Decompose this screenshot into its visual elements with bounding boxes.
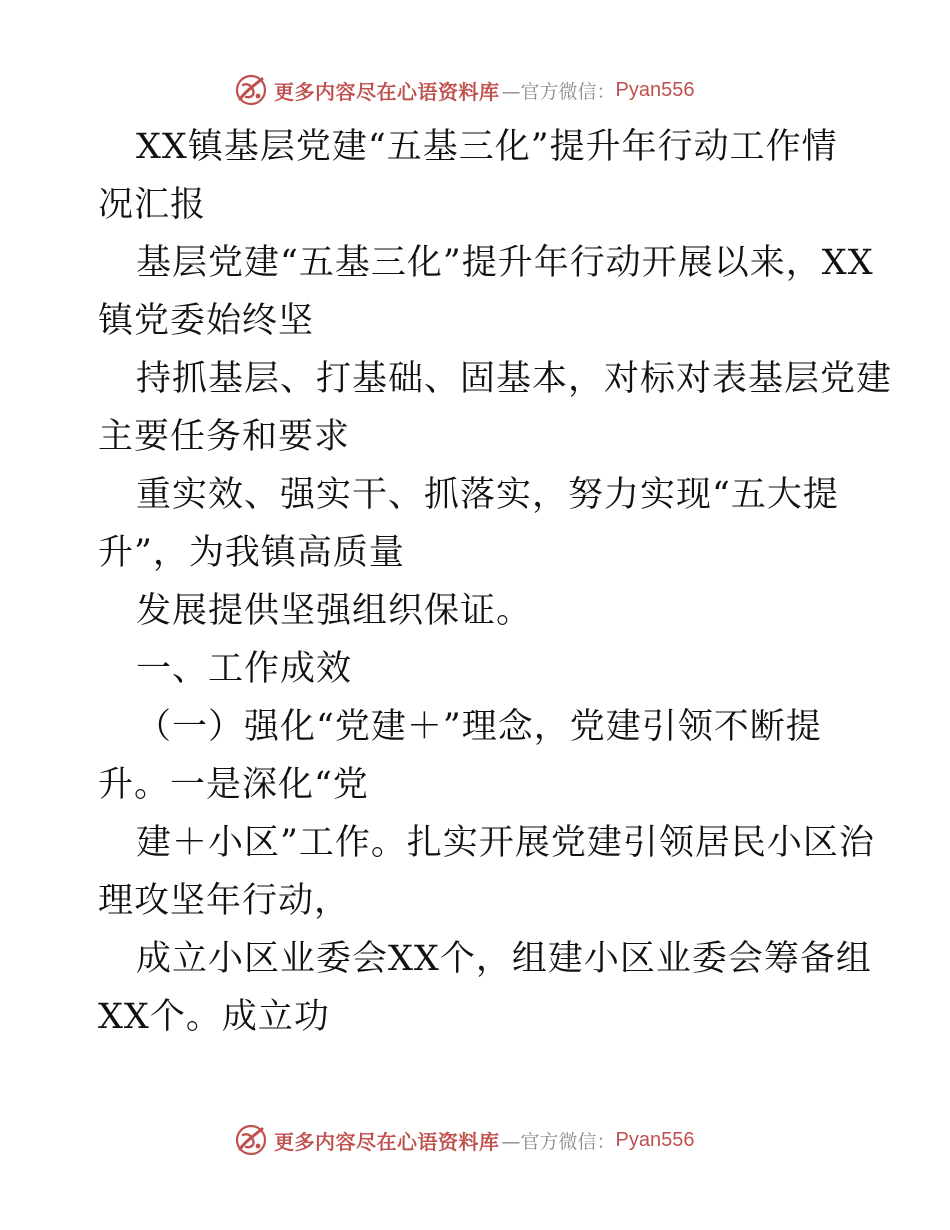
text-line: 况汇报: [98, 185, 207, 225]
watermark-text: 更多内容尽在心语资料库: [274, 79, 500, 104]
text-line: 重实效、强实干、抓落实，努力实现“五大提: [136, 475, 839, 515]
watermark-separator: —官方微信：: [501, 80, 616, 103]
text-line: 升。一是深化“党: [98, 765, 369, 805]
text-line: 理攻坚年行动，: [98, 881, 351, 921]
footer-watermark: [234, 1122, 694, 1158]
brush-logo-icon: [234, 73, 268, 107]
text-line: 基层党建“五基三化”提升年行动开展以来，XX: [136, 243, 874, 283]
text-line: 持抓基层、打基础、固基本，对标对表基层党建: [136, 359, 893, 399]
text-line: 镇党委始终坚: [98, 301, 315, 341]
text-line: 成立小区业委会XX个，组建小区业委会筹备组: [136, 939, 872, 979]
text-line: XX个。成立功: [98, 997, 330, 1037]
document-body: [98, 118, 893, 1046]
watermark-account: Pyan556: [615, 1128, 695, 1151]
text-line: 建＋小区”工作。扎实开展党建引领居民小区治: [136, 823, 875, 863]
header-watermark: [234, 72, 694, 108]
text-line: 主要任务和要求: [98, 417, 351, 457]
text-line: （一）强化“党建＋”理念，党建引领不断提: [136, 707, 822, 747]
brush-logo-icon: [234, 1123, 268, 1157]
watermark-text: 更多内容尽在心语资料库: [274, 1129, 500, 1154]
text-line: 发展提供坚强组织保证。: [136, 591, 533, 631]
watermark-account: Pyan556: [615, 78, 695, 101]
text-line: 升”，为我镇高质量: [98, 533, 405, 573]
text-line: 一、工作成效: [136, 649, 353, 689]
watermark-separator: —官方微信：: [501, 1130, 616, 1153]
text-line: XX镇基层党建“五基三化”提升年行动工作情: [136, 127, 838, 167]
